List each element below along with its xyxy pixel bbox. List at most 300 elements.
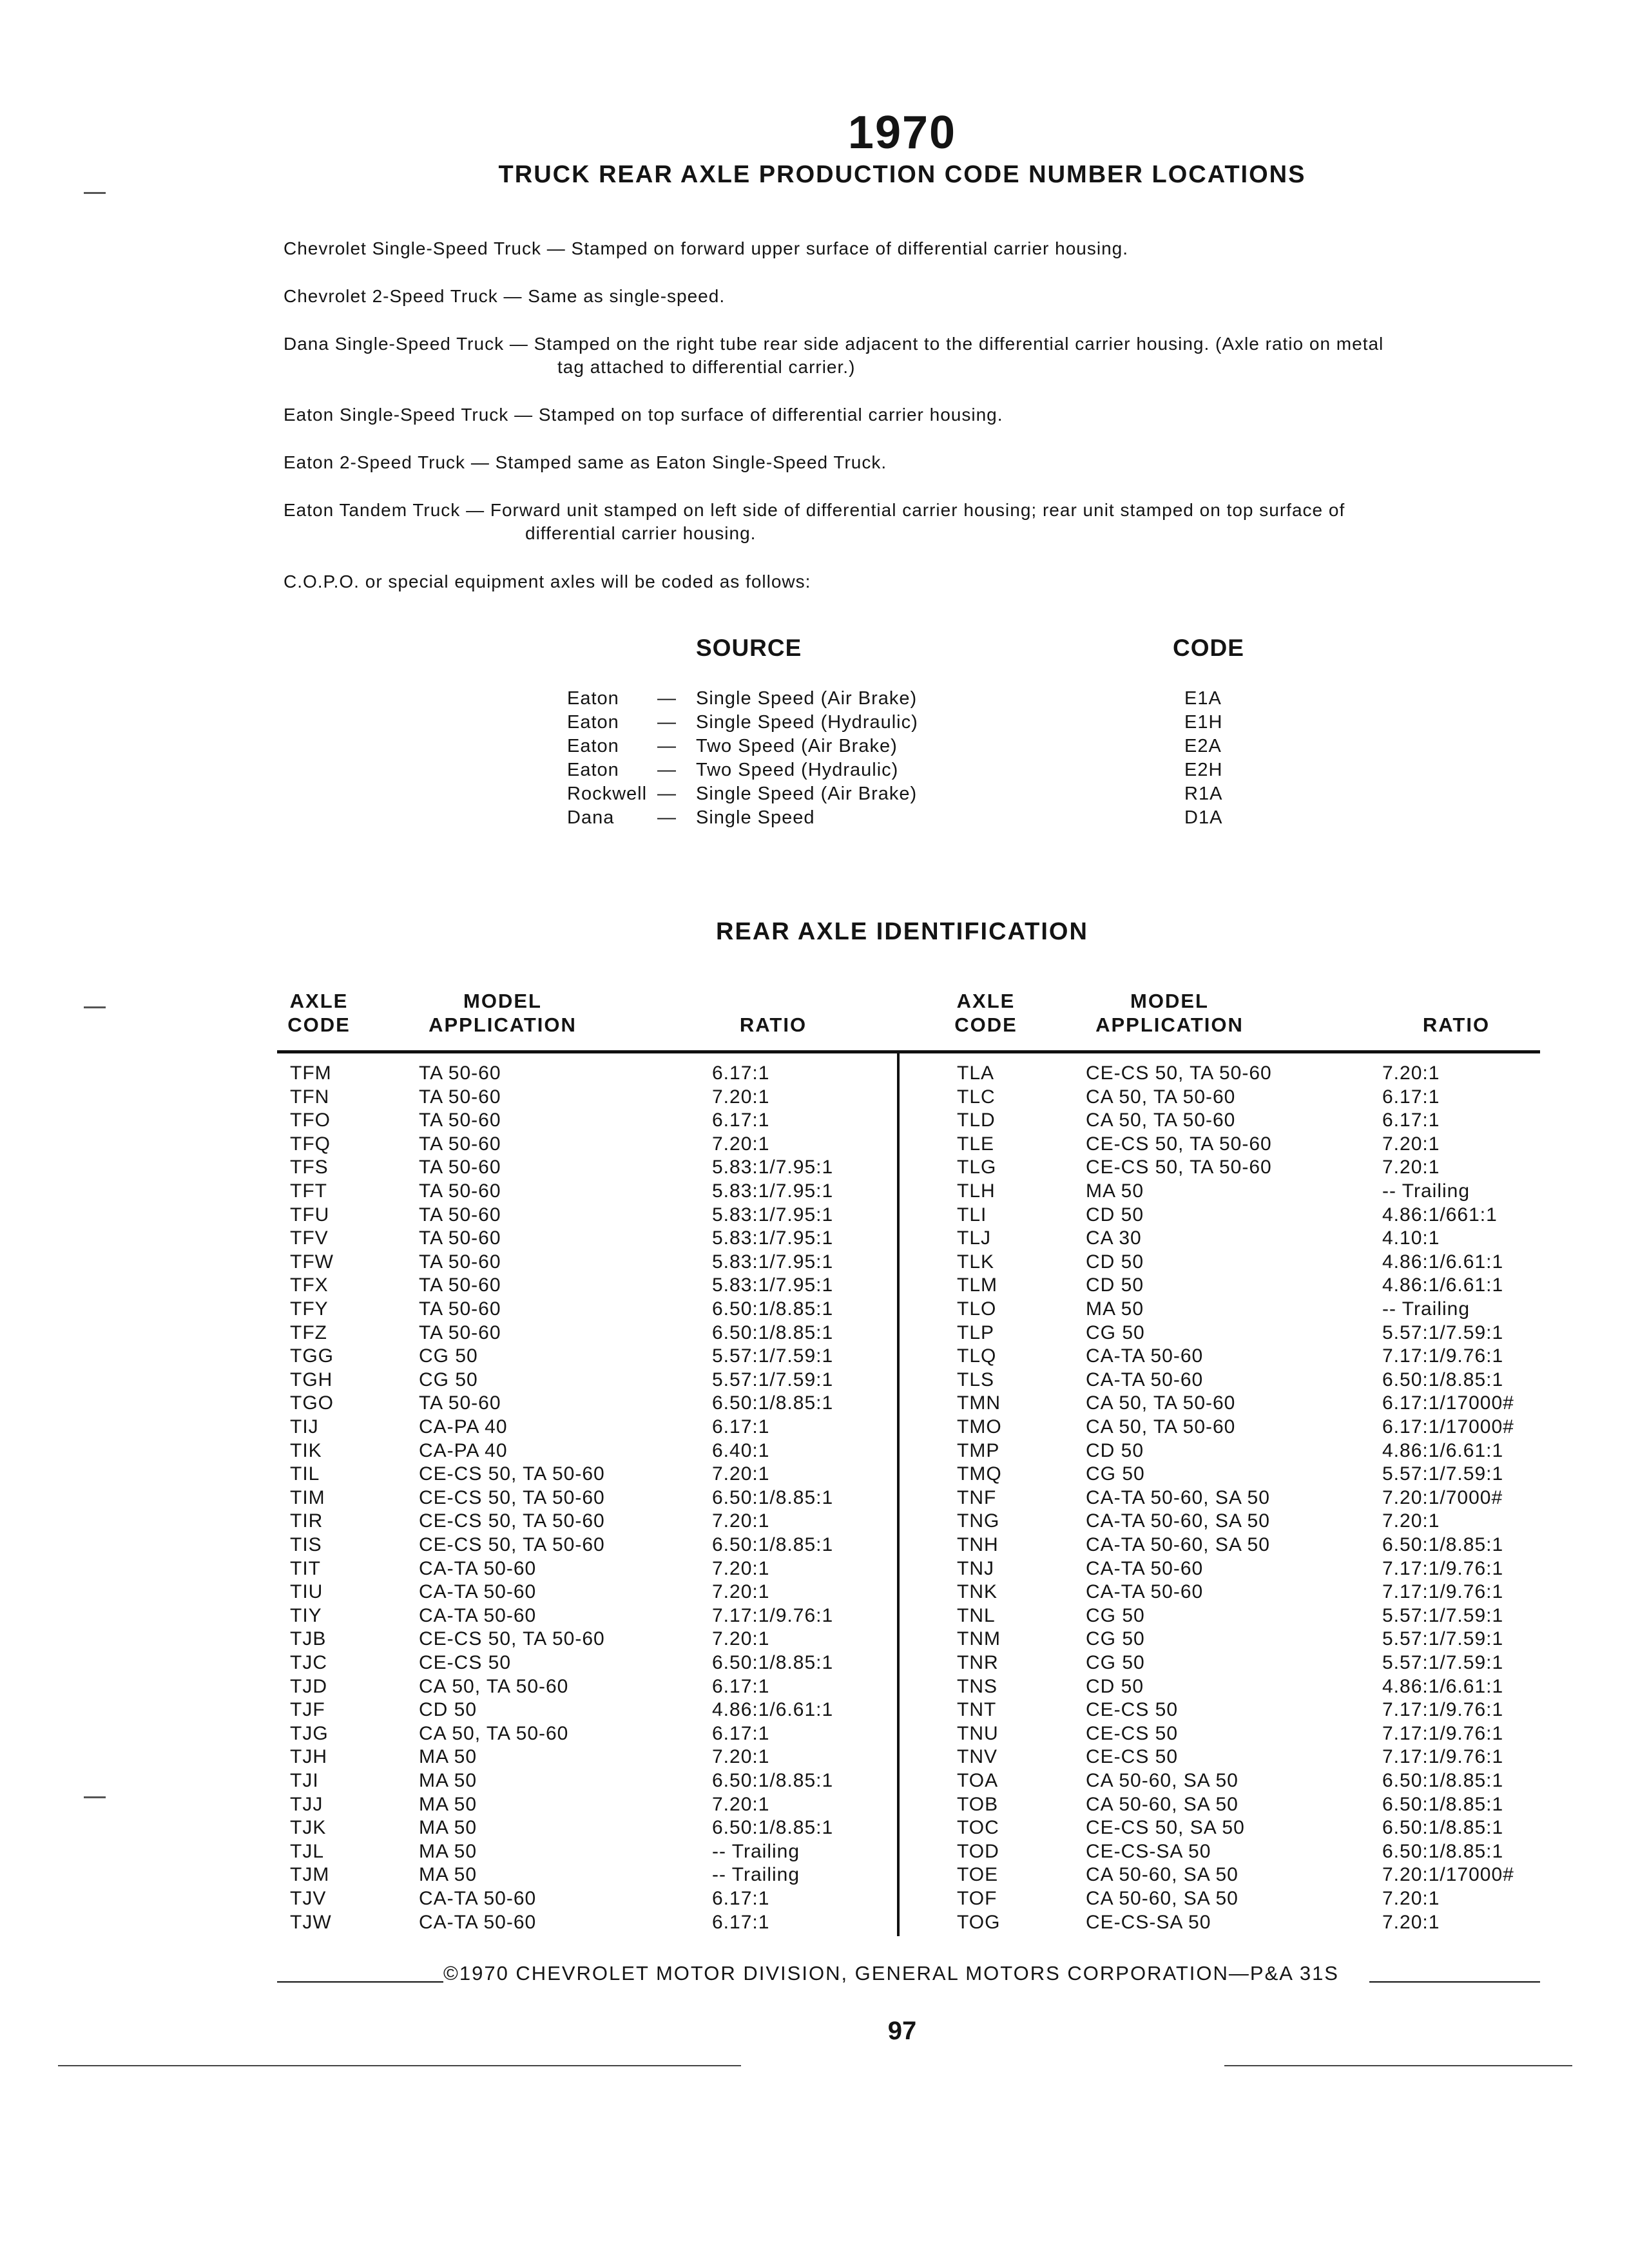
- footer: [277, 1962, 1547, 1990]
- cell-model: CA 50, TA 50-60: [1086, 1086, 1236, 1108]
- cell-code: TNS: [957, 1675, 998, 1697]
- paragraph-text: Stamped same as Eaton Single-Speed Truck.: [495, 452, 887, 472]
- cell-ratio: 5.57:1/7.59:1: [1382, 1321, 1504, 1343]
- cell-model: CA-TA 50-60: [419, 1911, 537, 1933]
- cell-model: TA 50-60: [419, 1298, 501, 1320]
- cell-model: CD 50: [1086, 1439, 1144, 1461]
- source-code: D1A: [1184, 807, 1223, 828]
- cell-ratio: 6.50:1/8.85:1: [1382, 1840, 1504, 1862]
- cell-code: TLA: [957, 1062, 995, 1084]
- cell-code: TJJ: [290, 1793, 323, 1815]
- footer-rule: [277, 1981, 443, 1983]
- header-axle-code-left: [284, 989, 354, 1037]
- cell-ratio: 4.86:1/6.61:1: [1382, 1274, 1504, 1296]
- source-maker: Dana: [567, 807, 615, 828]
- cell-code: TJH: [290, 1746, 327, 1768]
- header-ratio-right: RATIO: [1422, 1014, 1490, 1036]
- table-row: [277, 1369, 1540, 1392]
- paragraph-text: Same as single-speed.: [528, 286, 726, 306]
- cell-code: TLO: [957, 1298, 997, 1320]
- cell-ratio: 5.83:1/7.95:1: [712, 1180, 834, 1202]
- cell-model: MA 50: [419, 1817, 477, 1839]
- cell-code: TOA: [957, 1770, 999, 1791]
- margin-mark: [84, 1796, 106, 1798]
- cell-ratio: 6.17:1/17000#: [1382, 1392, 1514, 1414]
- cell-model: CE-CS 50, TA 50-60: [1086, 1062, 1272, 1084]
- table-row: [277, 1180, 1540, 1203]
- cell-model: CE-CS 50, TA 50-60: [1086, 1157, 1272, 1178]
- header-axle-code-right: [950, 989, 1021, 1037]
- cell-code: TFZ: [290, 1321, 327, 1343]
- cell-code: TOG: [957, 1911, 1001, 1933]
- cell-ratio: -- Trailing: [712, 1864, 800, 1886]
- cell-model: TA 50-60: [419, 1251, 501, 1273]
- cell-code: TLP: [957, 1321, 995, 1343]
- cell-ratio: 7.20:1: [712, 1557, 770, 1579]
- cell-model: CA 50-60, SA 50: [1086, 1793, 1239, 1815]
- cell-code: TLM: [957, 1274, 998, 1296]
- cell-ratio: 6.17:1: [712, 1911, 770, 1933]
- cell-code: TJW: [290, 1911, 332, 1933]
- cell-model: TA 50-60: [419, 1274, 501, 1296]
- cell-code: TFO: [290, 1110, 331, 1131]
- cell-ratio: 6.17:1: [712, 1675, 770, 1697]
- cell-model: CA-TA 50-60, SA 50: [1086, 1534, 1270, 1555]
- cell-ratio: -- Trailing: [1382, 1298, 1470, 1320]
- cell-ratio: 6.50:1/8.85:1: [1382, 1369, 1504, 1390]
- cell-ratio: 7.20:1: [1382, 1157, 1440, 1178]
- cell-model: MA 50: [419, 1770, 477, 1791]
- header-ratio-left: RATIO: [739, 1014, 807, 1036]
- cell-model: CD 50: [1086, 1251, 1144, 1273]
- cell-ratio: -- Trailing: [712, 1840, 800, 1862]
- source-dash: —: [657, 736, 677, 756]
- cell-ratio: 7.20:1: [1382, 1510, 1440, 1532]
- cell-model: TA 50-60: [419, 1086, 501, 1108]
- header-line: AXLE: [956, 990, 1016, 1012]
- cell-ratio: 7.20:1: [1382, 1888, 1440, 1909]
- cell-ratio: 7.17:1/9.76:1: [712, 1604, 834, 1626]
- cell-model: CA-TA 50-60: [1086, 1369, 1204, 1390]
- cell-model: CG 50: [419, 1369, 478, 1390]
- cell-code: TOE: [957, 1864, 999, 1886]
- cell-code: TLE: [957, 1133, 995, 1155]
- cell-model: CA 50-60, SA 50: [1086, 1770, 1239, 1791]
- table-row: [277, 1698, 1540, 1722]
- source-row: [567, 783, 1302, 807]
- cell-model: CA-PA 40: [419, 1439, 508, 1461]
- cell-code: TOD: [957, 1840, 999, 1862]
- cell-model: CE-CS 50, TA 50-60: [419, 1628, 605, 1650]
- header-line: AXLE: [289, 990, 349, 1012]
- cell-ratio: 4.86:1/6.61:1: [1382, 1251, 1504, 1273]
- cell-code: TMP: [957, 1439, 1000, 1461]
- cell-ratio: 6.17:1: [712, 1062, 770, 1084]
- table-row: [277, 1062, 1540, 1085]
- source-row: [567, 688, 1302, 712]
- cell-model: TA 50-60: [419, 1062, 501, 1084]
- cell-model: CA-TA 50-60: [419, 1581, 537, 1603]
- source-code: E1A: [1184, 688, 1222, 709]
- cell-ratio: 7.20:1: [712, 1133, 770, 1155]
- cell-model: CE-CS 50: [1086, 1722, 1179, 1744]
- margin-mark: [84, 192, 106, 194]
- cell-code: TOB: [957, 1793, 999, 1815]
- source-description: Single Speed (Hydraulic): [696, 712, 918, 733]
- header-line: CODE: [287, 1014, 351, 1036]
- table-row: [277, 1510, 1540, 1533]
- cell-code: TJM: [290, 1864, 330, 1886]
- table-row: [277, 1675, 1540, 1698]
- cell-ratio: 7.20:1/17000#: [1382, 1864, 1514, 1886]
- cell-model: CA-TA 50-60: [1086, 1345, 1204, 1367]
- cell-code: TMQ: [957, 1463, 1002, 1485]
- source-maker: Eaton: [567, 688, 619, 709]
- source-dash: —: [657, 807, 677, 828]
- cell-ratio: 4.86:1/6.61:1: [1382, 1439, 1504, 1461]
- cell-code: TLC: [957, 1086, 996, 1108]
- table-row: [277, 1816, 1540, 1840]
- cell-model: CE-CS 50: [1086, 1699, 1179, 1721]
- source-maker: Eaton: [567, 736, 619, 756]
- paragraph-continuation: differential carrier housing.: [525, 523, 757, 543]
- cell-model: CG 50: [1086, 1652, 1145, 1673]
- paragraph-eaton-2speed: [284, 451, 1508, 474]
- page-subtitle: TRUCK REAR AXLE PRODUCTION CODE NUMBER LOCATIONS: [498, 161, 1306, 188]
- cell-ratio: 6.50:1/8.85:1: [712, 1817, 834, 1839]
- paragraph-lead: Chevrolet 2-Speed Truck —: [284, 286, 528, 306]
- table-row: [277, 1769, 1540, 1792]
- cell-model: MA 50: [419, 1746, 477, 1768]
- cell-code: TLS: [957, 1369, 995, 1390]
- cell-ratio: 6.50:1/8.85:1: [712, 1534, 834, 1555]
- cell-model: TA 50-60: [419, 1157, 501, 1178]
- cell-ratio: 7.17:1/9.76:1: [1382, 1699, 1504, 1721]
- paragraph-text: Stamped on top surface of differential carrier housing.: [538, 405, 1003, 425]
- cell-code: TIS: [290, 1534, 322, 1555]
- cell-code: TMO: [957, 1416, 1002, 1437]
- table-row: [277, 1486, 1540, 1510]
- cell-code: TLD: [957, 1110, 996, 1131]
- cell-ratio: 7.20:1: [712, 1086, 770, 1108]
- cell-ratio: 5.57:1/7.59:1: [1382, 1463, 1504, 1485]
- cell-ratio: 5.83:1/7.95:1: [712, 1204, 834, 1225]
- table-row: [277, 1321, 1540, 1345]
- cell-model: CG 50: [1086, 1463, 1145, 1485]
- paragraph-chevrolet-2speed: [284, 285, 1508, 308]
- paragraph-lead: Dana Single-Speed Truck —: [284, 334, 534, 354]
- cell-model: CE-CS 50, TA 50-60: [419, 1534, 605, 1555]
- cell-model: CA 50, TA 50-60: [1086, 1392, 1236, 1414]
- source-description: Two Speed (Air Brake): [696, 736, 898, 756]
- cell-ratio: 7.20:1: [712, 1581, 770, 1603]
- cell-ratio: 7.20:1: [712, 1463, 770, 1485]
- cell-code: TIM: [290, 1486, 325, 1508]
- cell-ratio: 4.86:1/6.61:1: [712, 1699, 834, 1721]
- source-description: Two Speed (Hydraulic): [696, 760, 899, 780]
- paragraph-eaton-single: [284, 403, 1508, 427]
- cell-code: TNK: [957, 1581, 998, 1603]
- source-code: R1A: [1184, 783, 1223, 804]
- cell-code: TFY: [290, 1298, 329, 1320]
- paragraph-chevrolet-single: [284, 237, 1508, 260]
- cell-model: CA-PA 40: [419, 1416, 508, 1437]
- cell-ratio: 6.17:1: [712, 1110, 770, 1131]
- paragraph-copo: [284, 570, 1508, 593]
- cell-ratio: 7.20:1: [712, 1628, 770, 1650]
- cell-model: TA 50-60: [419, 1227, 501, 1249]
- cell-ratio: 6.17:1: [1382, 1110, 1440, 1131]
- cell-model: CE-CS 50: [419, 1652, 512, 1673]
- cell-ratio: 5.83:1/7.95:1: [712, 1157, 834, 1178]
- table-row: [277, 1745, 1540, 1769]
- cell-model: CA 50-60, SA 50: [1086, 1864, 1239, 1886]
- table-row: [277, 1392, 1540, 1415]
- bottom-rule: [58, 2065, 741, 2066]
- paragraph-text: C.O.P.O. or special equipment axles will be coded as follows:: [284, 572, 811, 591]
- cell-code: TNM: [957, 1628, 1001, 1650]
- cell-code: TJF: [290, 1699, 325, 1721]
- source-dash: —: [657, 783, 677, 804]
- cell-ratio: 7.17:1/9.76:1: [1382, 1581, 1504, 1603]
- cell-code: TGO: [290, 1392, 334, 1414]
- source-header: SOURCE: [696, 635, 802, 661]
- cell-code: TJC: [290, 1652, 327, 1673]
- cell-code: TFX: [290, 1274, 329, 1296]
- cell-model: CD 50: [1086, 1204, 1144, 1225]
- cell-model: CG 50: [1086, 1321, 1145, 1343]
- cell-model: CA 50, TA 50-60: [419, 1675, 569, 1697]
- table-row: [277, 1911, 1540, 1934]
- cell-ratio: 6.17:1/17000#: [1382, 1416, 1514, 1437]
- table-row: [277, 1722, 1540, 1745]
- table-row: [277, 1251, 1540, 1274]
- paragraph-lead: Eaton 2-Speed Truck —: [284, 452, 496, 472]
- cell-code: TNH: [957, 1534, 999, 1555]
- cell-model: CG 50: [419, 1345, 478, 1367]
- cell-ratio: 7.17:1/9.76:1: [1382, 1345, 1504, 1367]
- cell-model: TA 50-60: [419, 1204, 501, 1225]
- cell-ratio: 6.50:1/8.85:1: [712, 1486, 834, 1508]
- cell-ratio: 5.57:1/7.59:1: [1382, 1628, 1504, 1650]
- cell-code: TFT: [290, 1180, 327, 1202]
- source-description: Single Speed (Air Brake): [696, 688, 918, 709]
- source-row: [567, 760, 1302, 783]
- cell-ratio: 6.40:1: [712, 1439, 770, 1461]
- cell-code: TIL: [290, 1463, 320, 1485]
- cell-ratio: 7.20:1: [1382, 1911, 1440, 1933]
- cell-ratio: 6.50:1/8.85:1: [1382, 1770, 1504, 1791]
- cell-code: TJD: [290, 1675, 327, 1697]
- cell-ratio: 7.20:1: [712, 1793, 770, 1815]
- cell-ratio: 4.86:1/6.61:1: [1382, 1675, 1504, 1697]
- table-row: [277, 1533, 1540, 1557]
- table-row: [277, 1840, 1540, 1863]
- cell-code: TLJ: [957, 1227, 992, 1249]
- table-row: [277, 1463, 1540, 1486]
- cell-model: CE-CS 50, SA 50: [1086, 1817, 1245, 1839]
- cell-code: TFM: [290, 1062, 332, 1084]
- cell-ratio: 6.17:1: [712, 1888, 770, 1909]
- cell-code: TOF: [957, 1888, 998, 1909]
- cell-ratio: 5.57:1/7.59:1: [1382, 1604, 1504, 1626]
- table-row: [277, 1628, 1540, 1651]
- cell-code: TIR: [290, 1510, 323, 1532]
- table-row: [277, 1298, 1540, 1321]
- cell-ratio: 6.17:1: [712, 1722, 770, 1744]
- cell-model: CA-TA 50-60: [419, 1888, 537, 1909]
- cell-model: CA-TA 50-60: [1086, 1557, 1204, 1579]
- header-line: MODEL: [463, 990, 542, 1012]
- cell-ratio: 7.20:1: [712, 1746, 770, 1768]
- cell-model: MA 50: [1086, 1180, 1144, 1202]
- cell-model: CD 50: [1086, 1274, 1144, 1296]
- cell-code: TFU: [290, 1204, 330, 1225]
- cell-model: TA 50-60: [419, 1133, 501, 1155]
- cell-code: TNT: [957, 1699, 997, 1721]
- table-row: [277, 1345, 1540, 1368]
- cell-ratio: 6.50:1/8.85:1: [712, 1770, 834, 1791]
- cell-model: CA 50-60, SA 50: [1086, 1888, 1239, 1909]
- cell-model: MA 50: [419, 1840, 477, 1862]
- cell-model: CA 50, TA 50-60: [1086, 1110, 1236, 1131]
- cell-ratio: 5.83:1/7.95:1: [712, 1251, 834, 1273]
- table-row: [277, 1416, 1540, 1439]
- cell-model: MA 50: [1086, 1298, 1144, 1320]
- table-row: [277, 1604, 1540, 1628]
- table-row: [277, 1793, 1540, 1816]
- cell-code: TIK: [290, 1439, 322, 1461]
- cell-code: TFW: [290, 1251, 334, 1273]
- paragraph-dana-single: [284, 332, 1508, 379]
- table-row: [277, 1086, 1540, 1109]
- cell-code: TJV: [290, 1888, 327, 1909]
- cell-code: TNJ: [957, 1557, 994, 1579]
- cell-code: TFS: [290, 1157, 329, 1178]
- cell-model: CA 30: [1086, 1227, 1142, 1249]
- cell-ratio: 4.10:1: [1382, 1227, 1440, 1249]
- cell-model: CG 50: [1086, 1628, 1145, 1650]
- margin-mark: [84, 1006, 106, 1008]
- footer-rule: [1369, 1981, 1540, 1983]
- cell-model: CA-TA 50-60: [419, 1604, 537, 1626]
- source-row: [567, 807, 1302, 831]
- source-description: Single Speed (Air Brake): [696, 783, 918, 804]
- page-title: 1970: [847, 107, 957, 159]
- cell-code: TIY: [290, 1604, 322, 1626]
- code-header: CODE: [1173, 635, 1244, 661]
- cell-model: MA 50: [419, 1864, 477, 1886]
- header-rule: [277, 1050, 1540, 1053]
- cell-code: TIU: [290, 1581, 323, 1603]
- cell-ratio: 5.83:1/7.95:1: [712, 1274, 834, 1296]
- cell-code: TIJ: [290, 1416, 319, 1437]
- cell-ratio: 6.17:1: [712, 1416, 770, 1437]
- cell-code: TMN: [957, 1392, 1001, 1414]
- cell-code: TFQ: [290, 1133, 331, 1155]
- cell-code: TLH: [957, 1180, 996, 1202]
- source-code: E1H: [1184, 712, 1223, 733]
- paragraph-lead: Eaton Tandem Truck —: [284, 500, 490, 520]
- cell-code: TJK: [290, 1817, 327, 1839]
- cell-model: CE-CS 50, TA 50-60: [1086, 1133, 1272, 1155]
- table-row: [277, 1557, 1540, 1581]
- header-model-right: [1086, 989, 1253, 1037]
- header-model-left: [419, 989, 586, 1037]
- page-number: 97: [887, 2017, 917, 2045]
- cell-ratio: 6.50:1/8.85:1: [712, 1321, 834, 1343]
- cell-model: CA-TA 50-60: [1086, 1581, 1204, 1603]
- header-line: MODEL: [1130, 990, 1209, 1012]
- cell-model: CE-CS-SA 50: [1086, 1840, 1211, 1862]
- cell-ratio: 4.86:1/661:1: [1382, 1204, 1498, 1225]
- cell-code: TNR: [957, 1652, 999, 1673]
- cell-model: CG 50: [1086, 1604, 1145, 1626]
- cell-ratio: 6.50:1/8.85:1: [712, 1652, 834, 1673]
- cell-ratio: 6.50:1/8.85:1: [1382, 1817, 1504, 1839]
- cell-ratio: 7.20:1/7000#: [1382, 1486, 1503, 1508]
- cell-code: TGG: [290, 1345, 334, 1367]
- cell-model: CD 50: [419, 1699, 477, 1721]
- cell-code: TNF: [957, 1486, 997, 1508]
- paragraph-text: Stamped on the right tube rear side adjacent to the differential carrier housing. (Axle ratio on metal: [534, 334, 1384, 354]
- cell-model: TA 50-60: [419, 1110, 501, 1131]
- cell-model: CE-CS 50, TA 50-60: [419, 1486, 605, 1508]
- cell-model: CA-TA 50-60: [419, 1557, 537, 1579]
- cell-model: CA 50, TA 50-60: [419, 1722, 569, 1744]
- copyright-text: ©1970 CHEVROLET MOTOR DIVISION, GENERAL MOTORS CORPORATION—P&A 31S: [443, 1962, 1339, 1984]
- cell-ratio: 6.50:1/8.85:1: [712, 1392, 834, 1414]
- cell-model: CD 50: [1086, 1675, 1144, 1697]
- table-row: [277, 1863, 1540, 1887]
- cell-code: TFN: [290, 1086, 330, 1108]
- cell-code: TGH: [290, 1369, 333, 1390]
- table-row: [277, 1651, 1540, 1675]
- cell-model: TA 50-60: [419, 1180, 501, 1202]
- cell-model: CE-CS 50: [1086, 1746, 1179, 1768]
- cell-code: TNV: [957, 1746, 998, 1768]
- source-row: [567, 712, 1302, 736]
- cell-ratio: 5.83:1/7.95:1: [712, 1227, 834, 1249]
- cell-model: CA-TA 50-60, SA 50: [1086, 1510, 1270, 1532]
- table-row: [277, 1156, 1540, 1179]
- cell-model: CE-CS-SA 50: [1086, 1911, 1211, 1933]
- table-row: [277, 1439, 1540, 1463]
- paragraph-eaton-tandem: [284, 499, 1508, 545]
- section-title: REAR AXLE IDENTIFICATION: [716, 918, 1088, 945]
- source-description: Single Speed: [696, 807, 815, 828]
- cell-code: TLQ: [957, 1345, 997, 1367]
- paragraph-continuation: tag attached to differential carrier.): [557, 357, 856, 377]
- cell-code: TNL: [957, 1604, 996, 1626]
- cell-model: CA-TA 50-60, SA 50: [1086, 1486, 1270, 1508]
- cell-ratio: 7.17:1/9.76:1: [1382, 1557, 1504, 1579]
- cell-model: CE-CS 50, TA 50-60: [419, 1510, 605, 1532]
- paragraph-text: Forward unit stamped on left side of differential carrier housing; rear unit stamped on top surface of: [490, 500, 1345, 520]
- cell-code: TJI: [290, 1770, 319, 1791]
- source-dash: —: [657, 760, 677, 780]
- table-row: [277, 1581, 1540, 1604]
- cell-code: TIT: [290, 1557, 321, 1579]
- cell-ratio: 6.17:1: [1382, 1086, 1440, 1108]
- cell-ratio: 5.57:1/7.59:1: [712, 1345, 834, 1367]
- source-dash: —: [657, 688, 677, 709]
- source-maker: Eaton: [567, 760, 619, 780]
- source-code: E2H: [1184, 760, 1223, 780]
- cell-model: TA 50-60: [419, 1392, 501, 1414]
- table-row: [277, 1204, 1540, 1227]
- cell-ratio: 5.57:1/7.59:1: [1382, 1652, 1504, 1673]
